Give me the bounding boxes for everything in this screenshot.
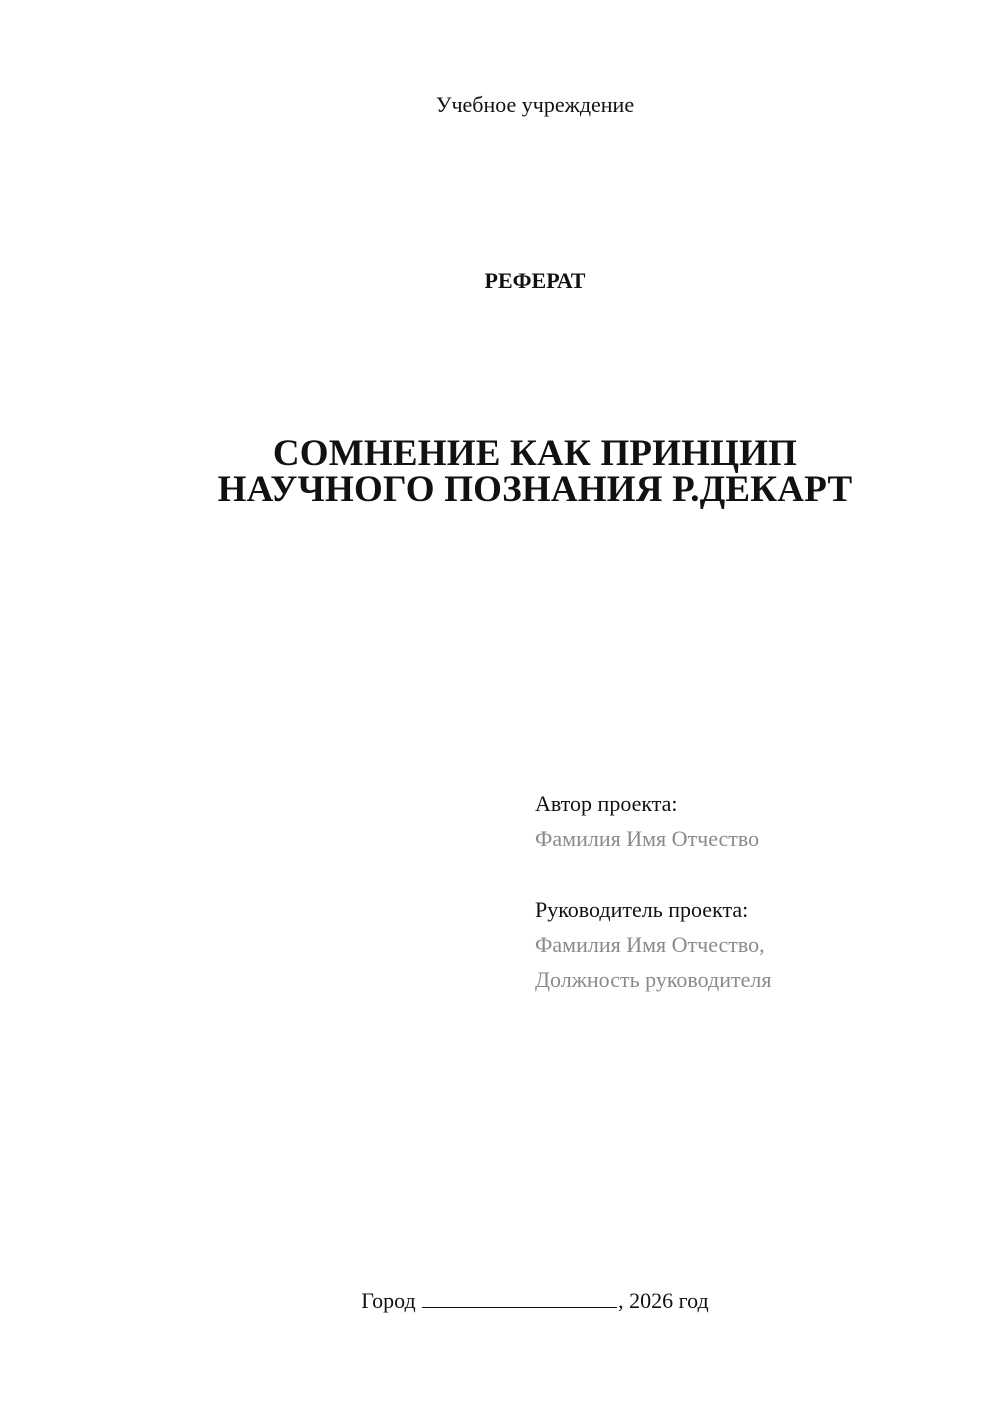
- author-block: [535, 786, 759, 856]
- city-blank-line: [422, 1289, 617, 1308]
- supervisor-block: [535, 892, 771, 997]
- footer-city-year: [0, 1288, 1000, 1314]
- title-line-1: СОМНЕНИЕ КАК ПРИНЦИП: [272, 433, 798, 474]
- document-type: РЕФЕРАТ: [484, 268, 586, 293]
- author-name: Фамилия Имя Отчество: [535, 826, 760, 851]
- title-line-2: НАУЧНОГО ПОЗНАНИЯ Р.ДЕКАРТ: [217, 469, 853, 510]
- institution-name: Учебное учреждение: [435, 92, 635, 117]
- city-label: Город: [361, 1288, 416, 1313]
- year-text: , 2026 год: [618, 1288, 709, 1313]
- supervisor-label: Руководитель проекта:: [535, 897, 749, 922]
- supervisor-name: Фамилия Имя Отчество,: [535, 932, 765, 957]
- document-title: [0, 433, 1000, 510]
- supervisor-position: Должность руководителя: [535, 967, 772, 992]
- author-label: Автор проекта:: [535, 791, 678, 816]
